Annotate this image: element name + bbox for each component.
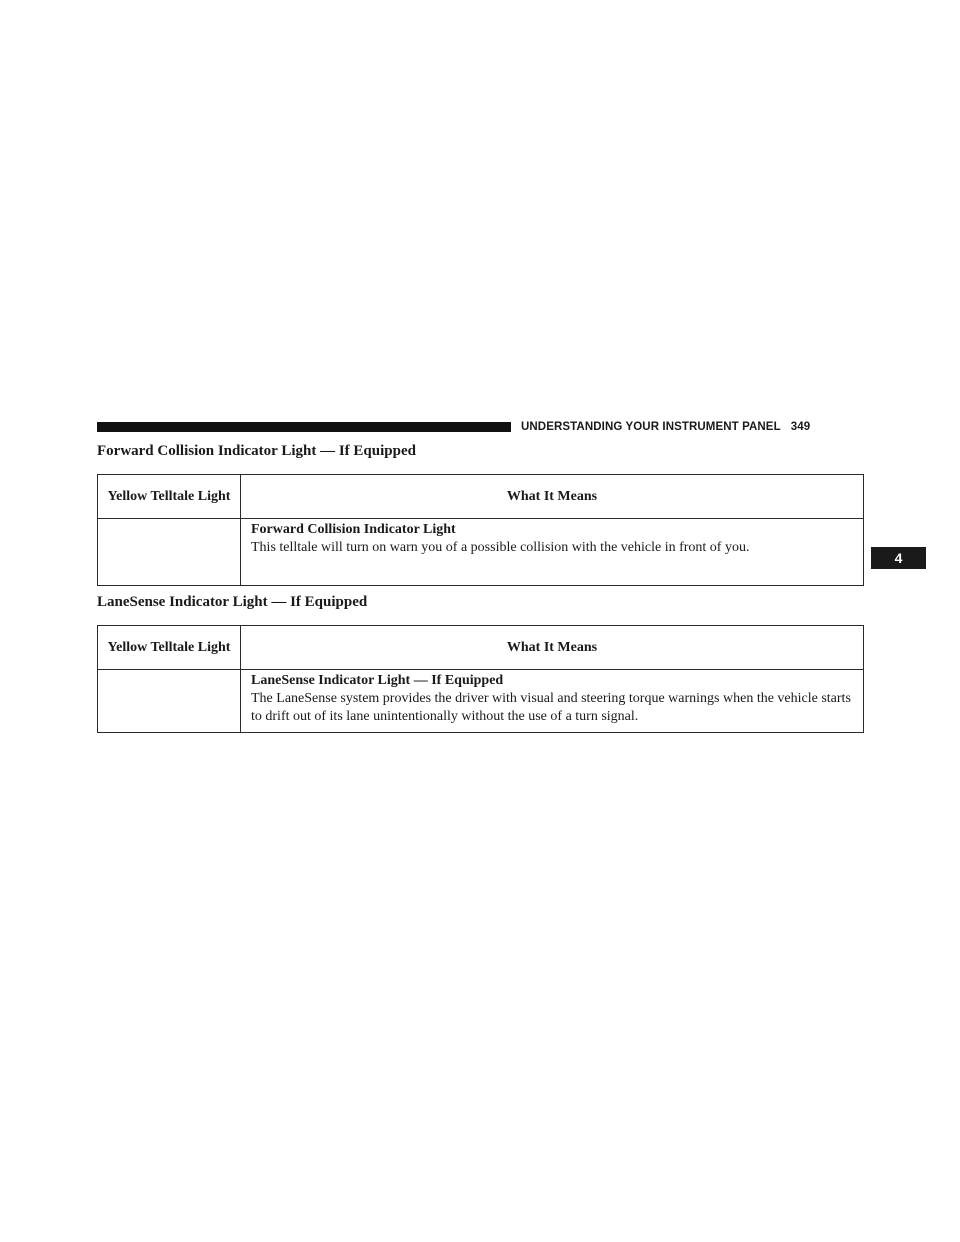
- meaning-title: LaneSense Indicator Light — If Equipped: [251, 673, 504, 688]
- lanesense-table: [97, 625, 864, 733]
- section-heading-lanesense: LaneSense Indicator Light — If Equipped: [97, 594, 368, 610]
- section-heading-forward-collision: Forward Collision Indicator Light — If Equipped: [97, 443, 416, 459]
- table-row: [98, 519, 864, 586]
- running-header-section: UNDERSTANDING YOUR INSTRUMENT PANEL: [521, 421, 781, 433]
- col-header-meaning: What It Means: [241, 475, 864, 519]
- meaning-title: Forward Collision Indicator Light: [251, 522, 456, 537]
- telltale-icon-cell: [98, 670, 241, 733]
- meaning-text: The LaneSense system provides the driver with visual and steering torque warnings when the vehicle starts to drift out of its lane unintentionally without the use of a turn signal.: [251, 691, 851, 724]
- chapter-tab: 4: [871, 547, 926, 569]
- col-header-meaning: What It Means: [241, 626, 864, 670]
- table-row: [98, 670, 864, 733]
- meaning-cell: [241, 519, 864, 586]
- telltale-icon-cell: [98, 519, 241, 586]
- forward-collision-table: [97, 474, 864, 586]
- header-rule: [97, 422, 511, 432]
- meaning-text: This telltale will turn on warn you of a possible collision with the vehicle in front of you.: [251, 540, 750, 555]
- col-header-light: Yellow Telltale Light: [98, 626, 241, 670]
- table-header-row: [98, 475, 864, 519]
- meaning-cell: [241, 670, 864, 733]
- table-header-row: [98, 626, 864, 670]
- running-header: [521, 420, 810, 434]
- page-number: 349: [790, 421, 811, 433]
- col-header-light: Yellow Telltale Light: [98, 475, 241, 519]
